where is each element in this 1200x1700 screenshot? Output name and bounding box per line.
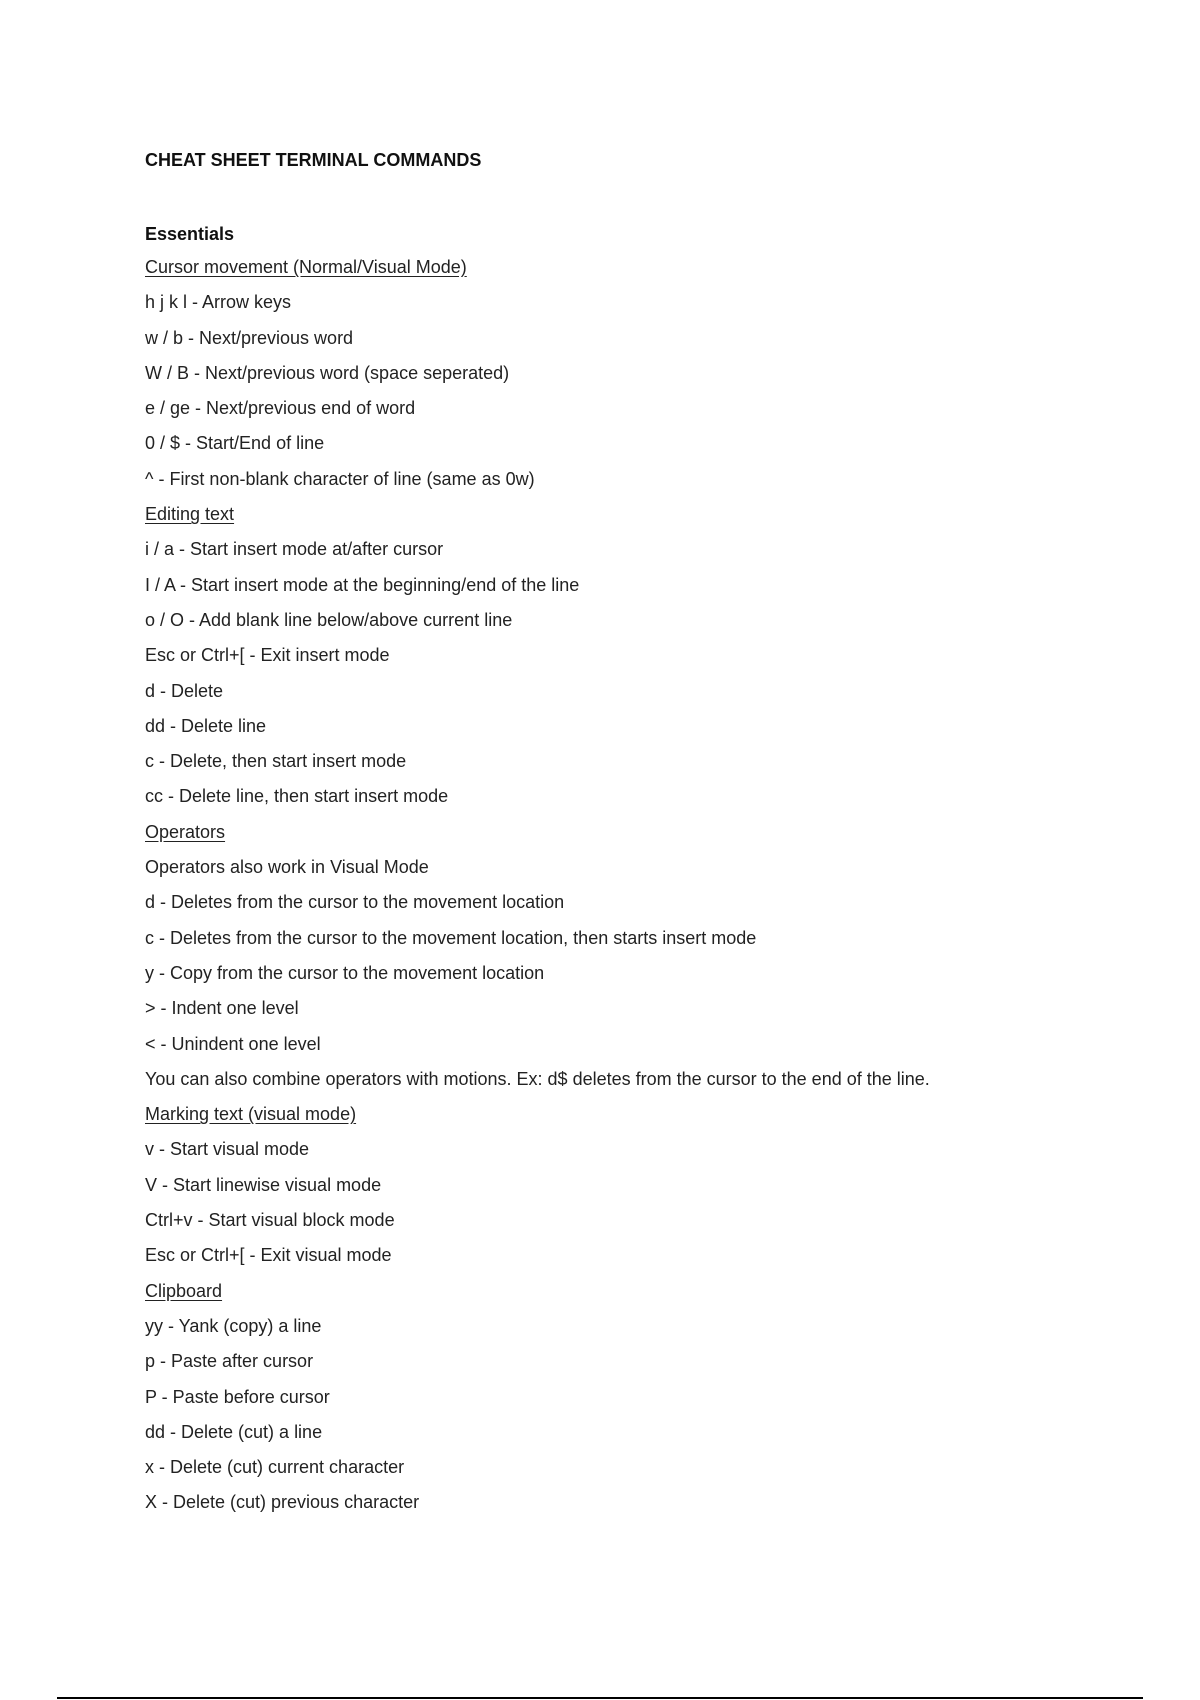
command-line: w / b - Next/previous word bbox=[145, 327, 354, 348]
command-line: P - Paste before cursor bbox=[145, 1386, 330, 1407]
command-line: c - Deletes from the cursor to the movement location, then starts insert mode bbox=[145, 927, 757, 948]
subheading: Editing text bbox=[145, 504, 235, 525]
command-line: Operators also work in Visual Mode bbox=[145, 857, 429, 878]
command-line: ^ - First non-blank character of line (same as 0w) bbox=[145, 468, 535, 489]
command-line: Ctrl+v - Start visual block mode bbox=[145, 1210, 395, 1231]
command-line: e / ge - Next/previous end of word bbox=[145, 398, 416, 419]
command-line: cc - Delete line, then start insert mode bbox=[145, 786, 449, 807]
command-line: v - Start visual mode bbox=[145, 1139, 310, 1160]
command-list bbox=[145, 250, 1145, 1521]
command-line: Esc or Ctrl+[ - Exit insert mode bbox=[145, 645, 390, 666]
subheading: Cursor movement (Normal/Visual Mode) bbox=[145, 257, 467, 277]
command-line: W / B - Next/previous word (space seperated) bbox=[145, 362, 510, 383]
command-line: c - Delete, then start insert mode bbox=[145, 751, 407, 772]
command-line: p - Paste after cursor bbox=[145, 1351, 314, 1372]
section-heading: Essentials bbox=[145, 224, 235, 244]
subheading: Operators bbox=[145, 821, 226, 842]
command-line: X - Delete (cut) previous character bbox=[145, 1492, 420, 1513]
document-body bbox=[145, 148, 1145, 1521]
document-title: CHEAT SHEET TERMINAL COMMANDS bbox=[145, 150, 482, 170]
command-line: o / O - Add blank line below/above current line bbox=[145, 609, 513, 630]
subheading: Marking text (visual mode) bbox=[145, 1104, 357, 1125]
command-line: i / a - Start insert mode at/after cursor bbox=[145, 539, 444, 560]
command-line: > - Indent one level bbox=[145, 998, 299, 1019]
command-line: d - Deletes from the cursor to the movement location bbox=[145, 892, 565, 913]
command-line: You can also combine operators with motions. Ex: d$ deletes from the cursor to the end of the line. bbox=[145, 1068, 930, 1089]
command-line: 0 / $ - Start/End of line bbox=[145, 433, 325, 454]
command-line: < - Unindent one level bbox=[145, 1033, 321, 1054]
command-line: x - Delete (cut) current character bbox=[145, 1457, 405, 1478]
command-line: Esc or Ctrl+[ - Exit visual mode bbox=[145, 1245, 392, 1266]
subheading: Clipboard bbox=[145, 1280, 223, 1301]
footer-divider bbox=[57, 1697, 1143, 1699]
command-line: dd - Delete line bbox=[145, 715, 267, 736]
command-line: V - Start linewise visual mode bbox=[145, 1174, 382, 1195]
command-line: dd - Delete (cut) a line bbox=[145, 1421, 323, 1442]
command-line: d - Delete bbox=[145, 680, 224, 701]
command-line: y - Copy from the cursor to the movement location bbox=[145, 962, 545, 983]
command-line: I / A - Start insert mode at the beginning/end of the line bbox=[145, 574, 580, 595]
command-line: h j k l - Arrow keys bbox=[145, 292, 292, 313]
command-line: yy - Yank (copy) a line bbox=[145, 1315, 322, 1336]
